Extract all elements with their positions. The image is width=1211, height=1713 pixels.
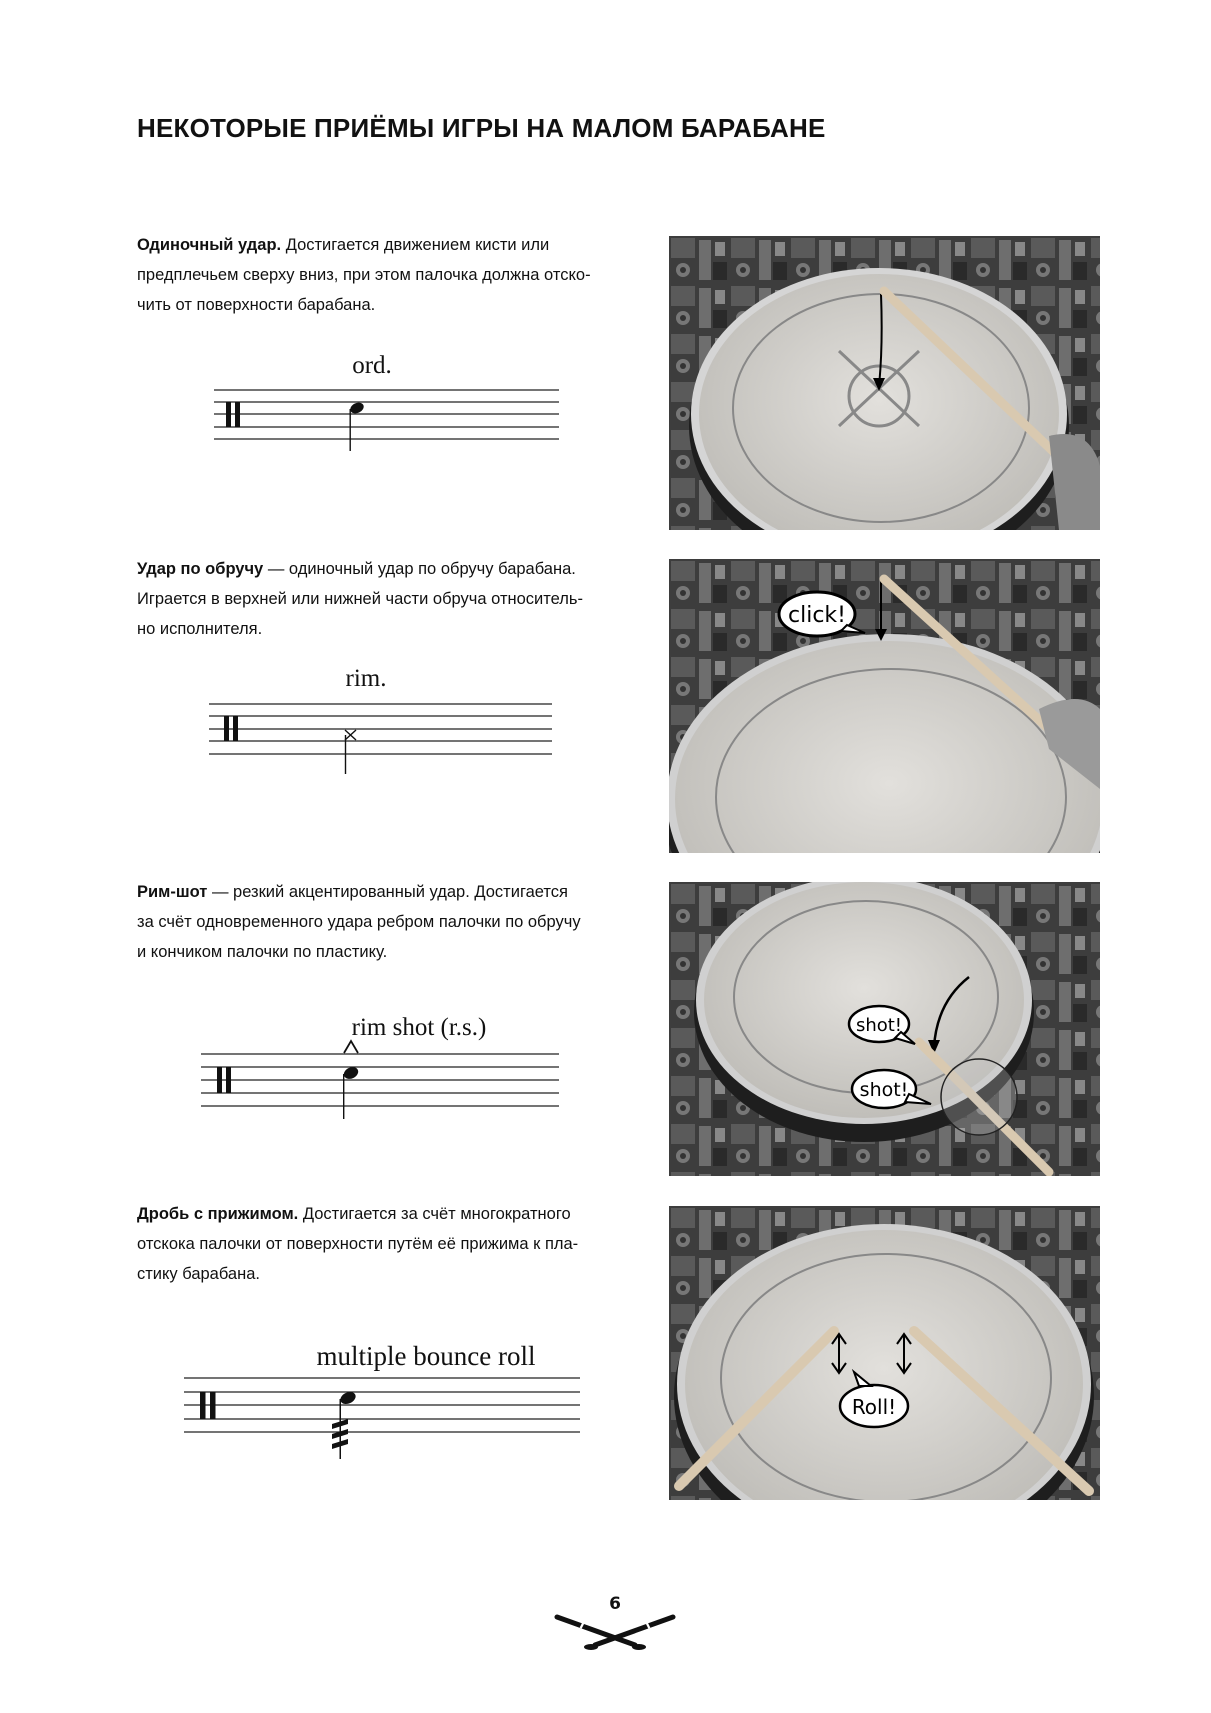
svg-text:shot!: shot! [855, 1015, 903, 1036]
photo-rim-shot [669, 882, 1100, 1176]
page-title: НЕКОТОРЫЕ ПРИЁМЫ ИГРЫ НА МАЛОМ БАРАБАНЕ [137, 113, 826, 143]
description: и кончиком палочки по пластику. [137, 943, 388, 961]
magnifier-circle [941, 1059, 1017, 1135]
svg-text:shot!: shot! [859, 1079, 909, 1101]
note-roll [332, 1390, 358, 1459]
page-number: 6 [609, 1594, 621, 1614]
description: отскока палочки от поверхности путём её прижима к пла- [137, 1235, 579, 1253]
technique-name: Дробь с прижимом. [137, 1205, 299, 1223]
crossed-drumsticks-icon [557, 1617, 673, 1650]
technique-name: Одиночный удар. [137, 236, 282, 254]
description: Играется в верхней или нижней части обруча относитель- [137, 590, 583, 608]
technique-name: Рим-шот [137, 883, 208, 901]
accent-marcato-icon [344, 1041, 358, 1053]
description: за счёт одновременного удара ребром палочки по обручу [137, 913, 581, 931]
note-quarter [349, 401, 366, 451]
description: Достигается движением кисти или [281, 236, 550, 254]
description: Достигается за счёт многократного [298, 1205, 571, 1223]
description: — одиночный удар по обручу барабана. [263, 560, 576, 578]
notation-label: rim. [345, 665, 387, 692]
description: но исполнителя. [137, 620, 263, 638]
description: чить от поверхности барабана. [137, 296, 376, 314]
notation-label: rim shot (r.s.) [351, 1014, 487, 1041]
photo-single-stroke [669, 236, 1100, 530]
note-x-head [345, 730, 356, 774]
staff-roll [184, 1378, 580, 1432]
description: предплечьем сверху вниз, при этом палочка должна отско- [137, 266, 591, 284]
photo-rim [669, 559, 1100, 853]
page-footer [545, 1585, 685, 1655]
svg-text:Roll!: Roll! [851, 1395, 897, 1419]
notation-label: ord. [352, 352, 392, 379]
note-quarter [342, 1065, 360, 1119]
svg-text:click!: click! [788, 603, 846, 628]
tremolo-slashes-icon [332, 1419, 348, 1449]
staff-rim [209, 704, 552, 754]
staff-ord [214, 390, 559, 439]
staff-rim-shot [201, 1054, 559, 1106]
description: — резкий акцентированный удар. Достигается [207, 883, 568, 901]
notation-label: multiple bounce roll [316, 1341, 536, 1371]
description: стику барабана. [137, 1265, 260, 1283]
technique-name: Удар по обручу [137, 560, 264, 578]
photo-roll [669, 1206, 1100, 1500]
